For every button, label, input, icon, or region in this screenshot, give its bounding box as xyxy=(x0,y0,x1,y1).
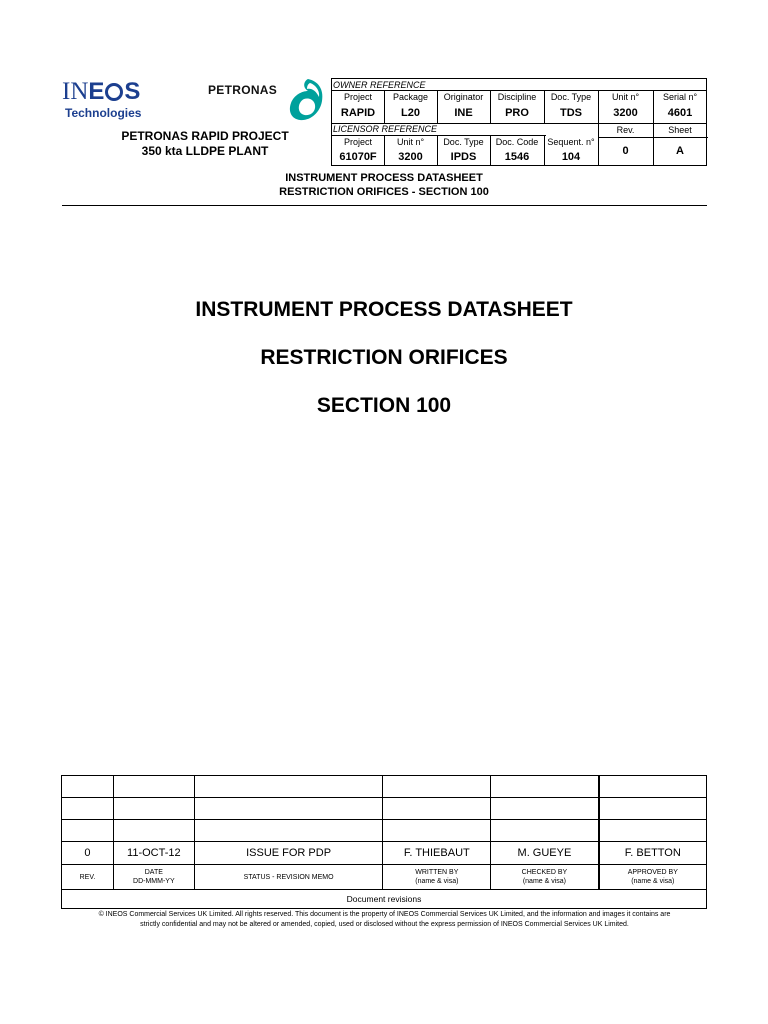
owner-label-discipline: Discipline xyxy=(497,92,537,102)
licensor-rev-sheet-labels xyxy=(332,124,706,138)
revision-date-cell: 11-OCT-12 xyxy=(113,842,194,865)
owner-label-doc-type: Doc. Type xyxy=(550,92,592,102)
revision-approved-cell xyxy=(599,798,707,820)
owner-value-package: L20 xyxy=(401,107,420,119)
ineos-wordmark-left: IN xyxy=(62,78,89,105)
revision-row xyxy=(62,798,707,820)
ineos-logo xyxy=(62,78,162,120)
header-divider xyxy=(62,205,707,206)
revision-header-approved-label: APPROVED BY xyxy=(627,869,678,876)
document-subtitle-line1: INSTRUMENT PROCESS DATASHEET xyxy=(285,172,483,184)
owner-label-unit: Unit n° xyxy=(611,92,640,102)
licensor-value-doc-type: IPDS xyxy=(450,151,477,163)
revision-header-status-label: STATUS - REVISION MEMO xyxy=(243,873,334,881)
owner-label-originator: Originator xyxy=(443,92,484,102)
ineos-wordmark xyxy=(62,78,162,106)
owner-reference-values xyxy=(332,105,706,125)
revision-approved-cell xyxy=(599,776,707,798)
revision-header-rev-label: REV. xyxy=(79,873,96,881)
revision-header-status xyxy=(194,865,383,890)
revision-checked-cell: M. GUEYE xyxy=(491,842,599,865)
owner-value-project: RAPID xyxy=(340,107,376,119)
revision-status-cell xyxy=(194,820,383,842)
owner-label-project: Project xyxy=(343,92,372,102)
copyright-line2: strictly confidential and may not be altered or amended, copied, used or disclosed without the express permission of INEOS Commercial Services UK Limited. xyxy=(140,921,629,928)
ineos-wordmark-e: E xyxy=(88,78,105,105)
revision-header-checked-label: CHECKED BY xyxy=(521,869,568,876)
revision-footer-row xyxy=(62,890,707,909)
owner-value-serial: 4601 xyxy=(667,107,693,119)
owner-value-originator: INE xyxy=(454,107,473,119)
revision-rev-cell xyxy=(62,776,114,798)
revision-status-cell xyxy=(194,798,383,820)
document-revisions-caption: Document revisions xyxy=(62,890,707,909)
licensor-value-doc-code: 1546 xyxy=(504,151,530,163)
owner-reference-label: OWNER REFERENCE xyxy=(333,80,426,90)
revision-rev-cell: 0 xyxy=(62,842,114,865)
project-title-line1: PETRONAS RAPID PROJECT xyxy=(121,129,289,143)
revision-row xyxy=(62,820,707,842)
revision-header-approved-note: (name & visa) xyxy=(631,878,675,885)
licensor-label-unit: Unit n° xyxy=(396,137,425,147)
revision-header-written-label: WRITTEN BY xyxy=(415,869,459,876)
revision-written-cell xyxy=(383,820,491,842)
licensor-label-doc-type: Doc. Type xyxy=(443,137,484,147)
owner-value-discipline: PRO xyxy=(505,107,529,119)
revision-status-cell xyxy=(194,776,383,798)
revision-date-cell xyxy=(113,820,194,842)
project-title-line2: 350 kta LLDPE PLANT xyxy=(141,144,269,158)
licensor-value-rev: 0 xyxy=(622,145,629,157)
revision-written-cell: F. THIEBAUT xyxy=(383,842,491,865)
revision-header-written xyxy=(383,865,491,890)
main-title-3: SECTION 100 xyxy=(316,394,452,417)
licensor-label-sequent: Sequent. n° xyxy=(547,137,595,147)
licensor-label-doc-code: Doc. Code xyxy=(495,137,539,147)
revision-approved-cell: F. BETTON xyxy=(599,842,707,865)
licensor-value-sequent: 104 xyxy=(561,151,581,163)
owner-value-unit: 3200 xyxy=(613,107,638,119)
petronas-wordmark: PETRONAS xyxy=(208,83,278,97)
licensor-value-project: 61070F xyxy=(339,151,377,163)
owner-reference-labels xyxy=(332,91,706,105)
revision-header-written-note: (name & visa) xyxy=(415,878,459,885)
revision-header-checked xyxy=(491,865,599,890)
owner-value-doc-type: TDS xyxy=(560,107,582,119)
licensor-label-rev: Rev. xyxy=(616,125,635,135)
owner-label-serial: Serial n° xyxy=(662,92,698,102)
revision-header-rev xyxy=(62,865,114,890)
revision-status-cell: ISSUE FOR PDP xyxy=(194,842,383,865)
revision-header-checked-note: (name & visa) xyxy=(522,878,567,885)
revision-header-approved xyxy=(599,865,707,890)
revision-written-cell xyxy=(383,776,491,798)
copyright-line1: © INEOS Commercial Services UK Limited. All rights reserved. This document is the property of INEOS Commercial Services UK Limited, and the information and images it contains are xyxy=(98,911,671,918)
licensor-rev-sheet-values xyxy=(332,143,706,160)
revision-row xyxy=(62,776,707,798)
revision-date-cell xyxy=(113,776,194,798)
licensor-value-sheet: A xyxy=(676,145,684,157)
licensor-reference-label: LICENSOR REFERENCE xyxy=(333,124,438,134)
revision-date-cell xyxy=(113,798,194,820)
petronas-logo xyxy=(208,77,330,123)
project-title xyxy=(90,129,320,159)
ineos-wordmark-right: S xyxy=(124,78,141,105)
document-subtitle-line2: RESTRICTION ORIFICES - SECTION 100 xyxy=(279,186,489,198)
revision-header-date-label: DATE xyxy=(144,869,163,876)
ineos-o-icon xyxy=(105,83,123,101)
revision-written-cell xyxy=(383,798,491,820)
licensor-value-unit: 3200 xyxy=(398,151,423,163)
main-title-2: RESTRICTION ORIFICES xyxy=(260,346,508,369)
revision-header-date xyxy=(113,865,194,890)
revision-checked-cell xyxy=(491,776,599,798)
revision-row xyxy=(62,842,707,865)
revision-header-date-format: DD-MMM-YY xyxy=(133,878,175,885)
owner-label-package: Package xyxy=(392,92,429,102)
licensor-label-sheet: Sheet xyxy=(668,125,692,135)
revision-table xyxy=(61,775,707,909)
document-subtitle xyxy=(200,171,568,199)
reference-block xyxy=(331,78,707,166)
licensor-label-project: Project xyxy=(343,137,372,147)
revision-approved-cell xyxy=(599,820,707,842)
revision-checked-cell xyxy=(491,798,599,820)
ineos-technologies-label: Technologies xyxy=(65,106,142,120)
revision-rev-cell xyxy=(62,798,114,820)
petronas-emblem-icon xyxy=(286,77,326,123)
copyright-notice xyxy=(62,910,707,930)
main-title-1: INSTRUMENT PROCESS DATASHEET xyxy=(195,298,573,321)
revision-header-row xyxy=(62,865,707,890)
revision-checked-cell xyxy=(491,820,599,842)
revision-rev-cell xyxy=(62,820,114,842)
